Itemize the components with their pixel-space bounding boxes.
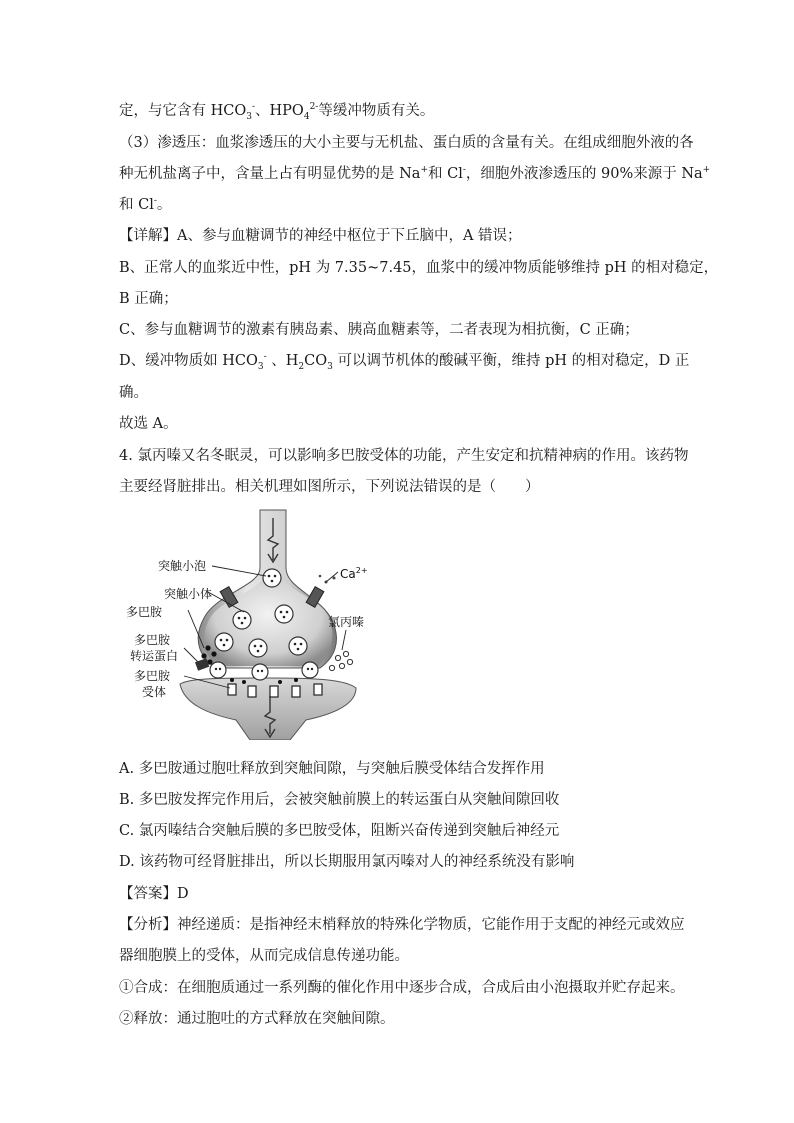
question-4-line-1: 4. 氯丙嗪又名冬眠灵，可以影响多巴胺受体的功能，产生安定和抗精神病的作用。该药物 (119, 448, 689, 464)
label-dopamine: 多巴胺 (126, 605, 163, 619)
text-line-2: （3）渗透压：血浆渗透压的大小主要与无机盐、蛋白质的含量有关。在组成细胞外液的各 (119, 135, 694, 151)
synapse-diagram (120, 508, 372, 740)
answer-line: 【答案】D (119, 886, 189, 902)
option-b: B. 多巴胺发挥完作用后，会被突触前膜上的转运蛋白从突触间隙回收 (119, 792, 560, 808)
label-receptor-2: 受体 (142, 685, 167, 699)
detail-line-b: B、正常人的血浆近中性，pH 为 7.35~7.45，血浆中的缓冲物质能够维持 pH 的相对稳定， (119, 260, 719, 276)
postsynaptic-neuron (180, 678, 356, 740)
option-c: C. 氯丙嗪结合突触后膜的多巴胺受体，阻断兴奋传递到突触后神经元 (119, 823, 560, 839)
detail-line-d-cont: 确。 (119, 385, 148, 401)
label-bouton: 突触小体 (164, 587, 213, 601)
answer-choice-line: 故选 A。 (119, 416, 178, 432)
analysis-line-1: 【分析】神经递质：是指神经末梢释放的特殊化学物质，它能作用于支配的神经元或效应 (119, 917, 685, 933)
label-transporter-2: 转运蛋白 (130, 649, 179, 663)
detail-line-d: D、缓冲物质如 $HCO_3^-$ 、$H_2CO_3$ 可以调节机体的酸碱平衡，维持 pH 的相对稳定，D 正 (119, 352, 690, 372)
analysis-line-2: 器细胞膜上的受体，从而完成信息传递功能。 (119, 948, 409, 964)
calcium-channel-right (306, 587, 324, 608)
label-transporter-1: 多巴胺 (134, 633, 171, 647)
text-line-1: 定，与它含有 $HCO_3^-$、$HPO_4^{2-}$等缓冲物质有关。 (119, 102, 435, 122)
option-a: A. 多巴胺通过胞吐释放到突触间隙，与突触后膜受体结合发挥作用 (119, 761, 545, 777)
analysis-line-4: ②释放：通过胞吐的方式释放在突触间隙。 (119, 1011, 395, 1027)
detail-line-c: C、参与血糖调节的激素有胰岛素、胰高血糖素等，二者表现为相抗衡，C 正确； (119, 322, 639, 338)
label-calcium: $Ca^{2+}$ (340, 566, 368, 581)
detail-line-b-cont: B 正确； (119, 291, 178, 307)
label-receptor-1: 多巴胺 (134, 669, 171, 683)
text-line-4: 和 Cl-。 (119, 196, 172, 213)
label-vesicle: 突触小泡 (158, 559, 207, 573)
analysis-line-3: ①合成：在细胞质通过一系列酶的催化作用中逐步合成，合成后由小泡摄取并贮存起来。 (119, 980, 685, 996)
detail-line-a: 【详解】A、参与血糖调节的神经中枢位于下丘脑中，A 错误； (119, 228, 522, 244)
option-d: D. 该药物可经肾脏排出，所以长期服用氯丙嗪对人的神经系统没有影响 (119, 854, 575, 870)
question-4-line-2: 主要经肾脏排出。相关机理如图所示，下列说法错误的是（ ） (119, 479, 540, 495)
text-line-3: 种无机盐离子中，含量上占有明显优势的是 Na+和 Cl-，细胞外液渗透压的 90%来源于 Na+ (119, 165, 711, 182)
label-chlorpromazine: 氯丙嗪 (328, 615, 365, 629)
